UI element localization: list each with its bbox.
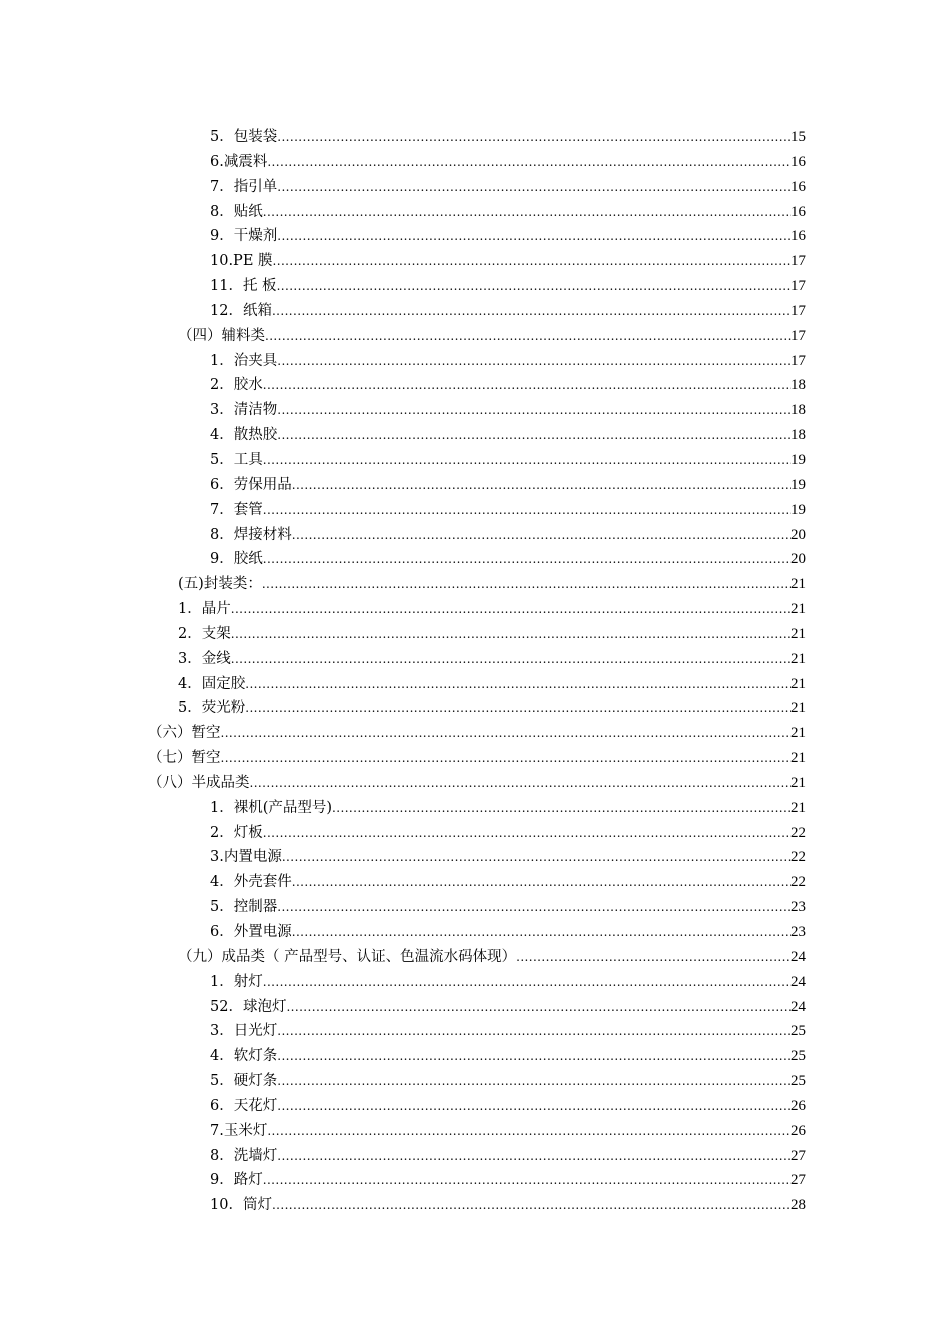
toc-entry[interactable] — [0, 324, 950, 349]
toc-entry-title: 10.PE 膜 — [210, 253, 273, 270]
toc-dot-leader — [277, 398, 791, 423]
toc-entry-title: 7.玉米灯 — [210, 1122, 268, 1139]
toc-entry-title: 8．贴纸 — [210, 203, 263, 220]
toc-entry-title: 9．路灯 — [210, 1172, 263, 1189]
toc-entry[interactable] — [0, 423, 950, 448]
toc-page-number: 20 — [791, 526, 806, 543]
toc-dot-leader — [292, 870, 791, 895]
toc-entry[interactable] — [0, 1144, 950, 1169]
toc-entry[interactable] — [0, 175, 950, 200]
toc-page-number: 24 — [791, 998, 806, 1015]
table-of-contents — [0, 125, 950, 1218]
toc-entry[interactable] — [0, 970, 950, 995]
toc-entry[interactable] — [0, 1069, 950, 1094]
toc-entry-title: 6．天花灯 — [210, 1097, 278, 1114]
toc-entry-title: 7．套管 — [210, 501, 263, 518]
toc-entry[interactable] — [0, 1193, 950, 1218]
toc-entry[interactable] — [0, 696, 950, 721]
toc-dot-leader — [263, 200, 791, 225]
toc-entry-title: 6.减震料 — [210, 153, 268, 170]
toc-dot-leader — [263, 373, 791, 398]
toc-page-number: 17 — [791, 302, 806, 319]
toc-dot-leader — [245, 672, 791, 697]
toc-entry-title: 8．焊接材料 — [210, 526, 292, 543]
toc-page-number: 21 — [791, 750, 806, 767]
toc-page-number: 27 — [791, 1172, 806, 1189]
toc-entry-title: 3.内置电源 — [210, 849, 282, 866]
toc-entry[interactable] — [0, 373, 950, 398]
toc-entry[interactable] — [0, 224, 950, 249]
toc-entry[interactable] — [0, 622, 950, 647]
toc-entry[interactable] — [0, 1044, 950, 1069]
toc-entry-title: 5．工具 — [210, 451, 263, 468]
toc-page-number: 25 — [791, 1048, 806, 1065]
toc-dot-leader — [273, 249, 791, 274]
toc-page-number: 22 — [791, 849, 806, 866]
toc-entry-title: 6．外置电源 — [210, 924, 292, 940]
toc-entry[interactable] — [0, 870, 950, 895]
toc-entry-title: （六）暂空 — [148, 725, 221, 742]
toc-page-number: 25 — [791, 1073, 806, 1090]
toc-entry[interactable] — [0, 845, 950, 870]
toc-entry-title: 9．胶纸 — [210, 551, 263, 568]
toc-entry[interactable] — [0, 523, 950, 548]
toc-page-number: 21 — [791, 675, 806, 692]
toc-entry-title: (五)封装类： — [178, 576, 262, 593]
toc-entry[interactable] — [0, 796, 950, 821]
toc-entry[interactable] — [0, 200, 950, 225]
toc-dot-leader — [221, 746, 792, 771]
toc-dot-leader — [516, 945, 791, 970]
toc-dot-leader — [245, 696, 791, 721]
toc-page-number: 21 — [791, 650, 806, 667]
toc-page-number: 21 — [791, 601, 806, 618]
toc-entry-title: 1．治夹具 — [210, 352, 278, 369]
toc-page-number: 17 — [791, 352, 806, 369]
toc-entry[interactable] — [0, 672, 950, 697]
toc-entry[interactable] — [0, 150, 950, 175]
toc-entry-title: 5．控制器 — [210, 899, 278, 916]
toc-dot-leader — [263, 1168, 791, 1193]
toc-dot-leader — [277, 224, 791, 249]
toc-dot-leader — [272, 299, 791, 324]
toc-entry-title: （九）成品类（ 产品型号、认证、色温流水码体现） — [178, 948, 517, 965]
toc-dot-leader — [286, 995, 791, 1020]
toc-page-number: 16 — [791, 153, 806, 170]
toc-page-number: 23 — [791, 899, 806, 916]
toc-dot-leader — [267, 150, 791, 175]
toc-page-number: 21 — [791, 799, 806, 816]
toc-entry[interactable] — [0, 821, 950, 846]
toc-entry[interactable] — [0, 349, 950, 374]
toc-entry-title: （七）暂空 — [148, 750, 221, 767]
toc-entry-title: 4．外壳套件 — [210, 874, 292, 891]
toc-dot-leader — [263, 498, 791, 523]
toc-page-number: 21 — [791, 700, 806, 717]
toc-dot-leader — [277, 175, 791, 200]
toc-dot-leader — [277, 1094, 791, 1119]
toc-dot-leader — [263, 547, 791, 572]
toc-page-number: 28 — [791, 1197, 806, 1214]
toc-page-number: 19 — [791, 451, 806, 468]
toc-entry[interactable] — [0, 547, 950, 572]
toc-entry-title: 4．软灯条 — [210, 1048, 278, 1065]
toc-entry[interactable] — [0, 597, 950, 622]
toc-dot-leader — [250, 771, 792, 796]
toc-entry-title: 1．裸机(产品型号) — [210, 799, 333, 816]
toc-entry-title: 4．散热胶 — [210, 427, 278, 444]
toc-entry-title: 8．洗墙灯 — [210, 1147, 278, 1164]
toc-entry[interactable] — [0, 746, 950, 771]
toc-page-number: 17 — [791, 278, 806, 295]
toc-page-number: 17 — [791, 253, 806, 270]
toc-entry[interactable] — [0, 647, 950, 672]
toc-entry[interactable] — [0, 920, 950, 945]
toc-entry[interactable] — [0, 448, 950, 473]
toc-entry-title: 2．支架 — [178, 625, 231, 642]
toc-dot-leader — [292, 523, 791, 548]
toc-dot-leader — [277, 423, 791, 448]
toc-entry[interactable] — [0, 1119, 950, 1144]
toc-dot-leader — [277, 125, 791, 150]
toc-page-number: 25 — [791, 1023, 806, 1040]
toc-page-number: 18 — [791, 377, 806, 394]
toc-entry-title: （四）辅料类 — [178, 327, 265, 344]
toc-page-number: 22 — [791, 874, 806, 891]
toc-entry-title: 10．筒灯 — [210, 1197, 272, 1214]
toc-entry[interactable] — [0, 125, 950, 150]
toc-entry-title: 12．纸箱 — [210, 302, 272, 319]
toc-page-number: 21 — [791, 774, 806, 791]
toc-entry-title: 52．球泡灯 — [210, 998, 287, 1015]
toc-page-number: 20 — [791, 551, 806, 568]
toc-entry-title: （八）半成品类 — [148, 774, 250, 791]
toc-page-number: 27 — [791, 1147, 806, 1164]
toc-entry[interactable] — [0, 721, 950, 746]
toc-page-number: 22 — [791, 824, 806, 841]
toc-entry[interactable] — [0, 274, 950, 299]
toc-page-number: 19 — [791, 476, 806, 493]
toc-page-number: 17 — [791, 327, 806, 344]
toc-entry[interactable] — [0, 1019, 950, 1044]
toc-entry[interactable] — [0, 771, 950, 796]
toc-dot-leader — [262, 572, 791, 597]
toc-entry[interactable] — [0, 572, 950, 597]
toc-dot-leader — [277, 274, 791, 299]
toc-dot-leader — [272, 1193, 791, 1218]
toc-page-number: 21 — [791, 725, 806, 742]
toc-dot-leader — [277, 1144, 791, 1169]
toc-dot-leader — [263, 821, 791, 846]
toc-entry-title: 7．指引单 — [210, 178, 278, 195]
toc-dot-leader — [292, 920, 791, 945]
toc-page-number: 21 — [791, 576, 806, 593]
toc-dot-leader — [332, 796, 791, 821]
toc-dot-leader — [277, 1044, 791, 1069]
toc-page-number: 15 — [791, 129, 806, 145]
toc-dot-leader — [263, 970, 791, 995]
toc-page-number: 16 — [791, 203, 806, 220]
toc-dot-leader — [263, 448, 791, 473]
toc-dot-leader — [277, 895, 791, 920]
toc-entry[interactable] — [0, 249, 950, 274]
toc-page-number: 16 — [791, 178, 806, 195]
toc-entry-title: 1．射灯 — [210, 973, 263, 990]
toc-page-number: 18 — [791, 402, 806, 419]
toc-dot-leader — [265, 324, 791, 349]
toc-page-number: 21 — [791, 625, 806, 642]
toc-entry-title: 5．包装袋 — [210, 129, 278, 145]
toc-dot-leader — [282, 845, 791, 870]
toc-entry-title: 1．晶片 — [178, 601, 231, 618]
toc-dot-leader — [277, 1019, 791, 1044]
toc-dot-leader — [277, 349, 791, 374]
toc-entry[interactable] — [0, 1094, 950, 1119]
toc-page-number: 23 — [791, 924, 806, 940]
toc-dot-leader — [267, 1119, 791, 1144]
toc-entry[interactable] — [0, 895, 950, 920]
toc-dot-leader — [277, 1069, 791, 1094]
toc-entry-title: 2．胶水 — [210, 377, 263, 394]
toc-entry-title: 5．荧光粉 — [178, 700, 246, 717]
toc-dot-leader — [231, 622, 791, 647]
toc-entry-title: 3．金线 — [178, 650, 231, 667]
toc-page-number: 24 — [791, 948, 806, 965]
toc-entry[interactable] — [0, 945, 950, 970]
toc-page-number: 26 — [791, 1122, 806, 1139]
toc-dot-leader — [231, 647, 791, 672]
toc-page-number: 26 — [791, 1097, 806, 1114]
toc-entry[interactable] — [0, 995, 950, 1020]
toc-dot-leader — [231, 597, 791, 622]
toc-entry-title: 2．灯板 — [210, 824, 263, 841]
toc-entry-title: 6．劳保用品 — [210, 476, 292, 493]
toc-entry-title: 5．硬灯条 — [210, 1073, 278, 1090]
toc-entry-title: 4．固定胶 — [178, 675, 246, 692]
toc-page-number: 16 — [791, 228, 806, 245]
toc-dot-leader — [221, 721, 792, 746]
toc-dot-leader — [292, 473, 791, 498]
toc-entry[interactable] — [0, 398, 950, 423]
toc-entry[interactable] — [0, 498, 950, 523]
toc-entry-title: 11．托 板 — [210, 278, 277, 295]
toc-entry[interactable] — [0, 473, 950, 498]
toc-entry[interactable] — [0, 299, 950, 324]
toc-page-number: 24 — [791, 973, 806, 990]
toc-entry-title: 3．清洁物 — [210, 402, 278, 419]
toc-page-number: 19 — [791, 501, 806, 518]
toc-entry-title: 3．日光灯 — [210, 1023, 278, 1040]
toc-entry[interactable] — [0, 1168, 950, 1193]
toc-page-number: 18 — [791, 427, 806, 444]
toc-entry-title: 9．干燥剂 — [210, 228, 278, 245]
